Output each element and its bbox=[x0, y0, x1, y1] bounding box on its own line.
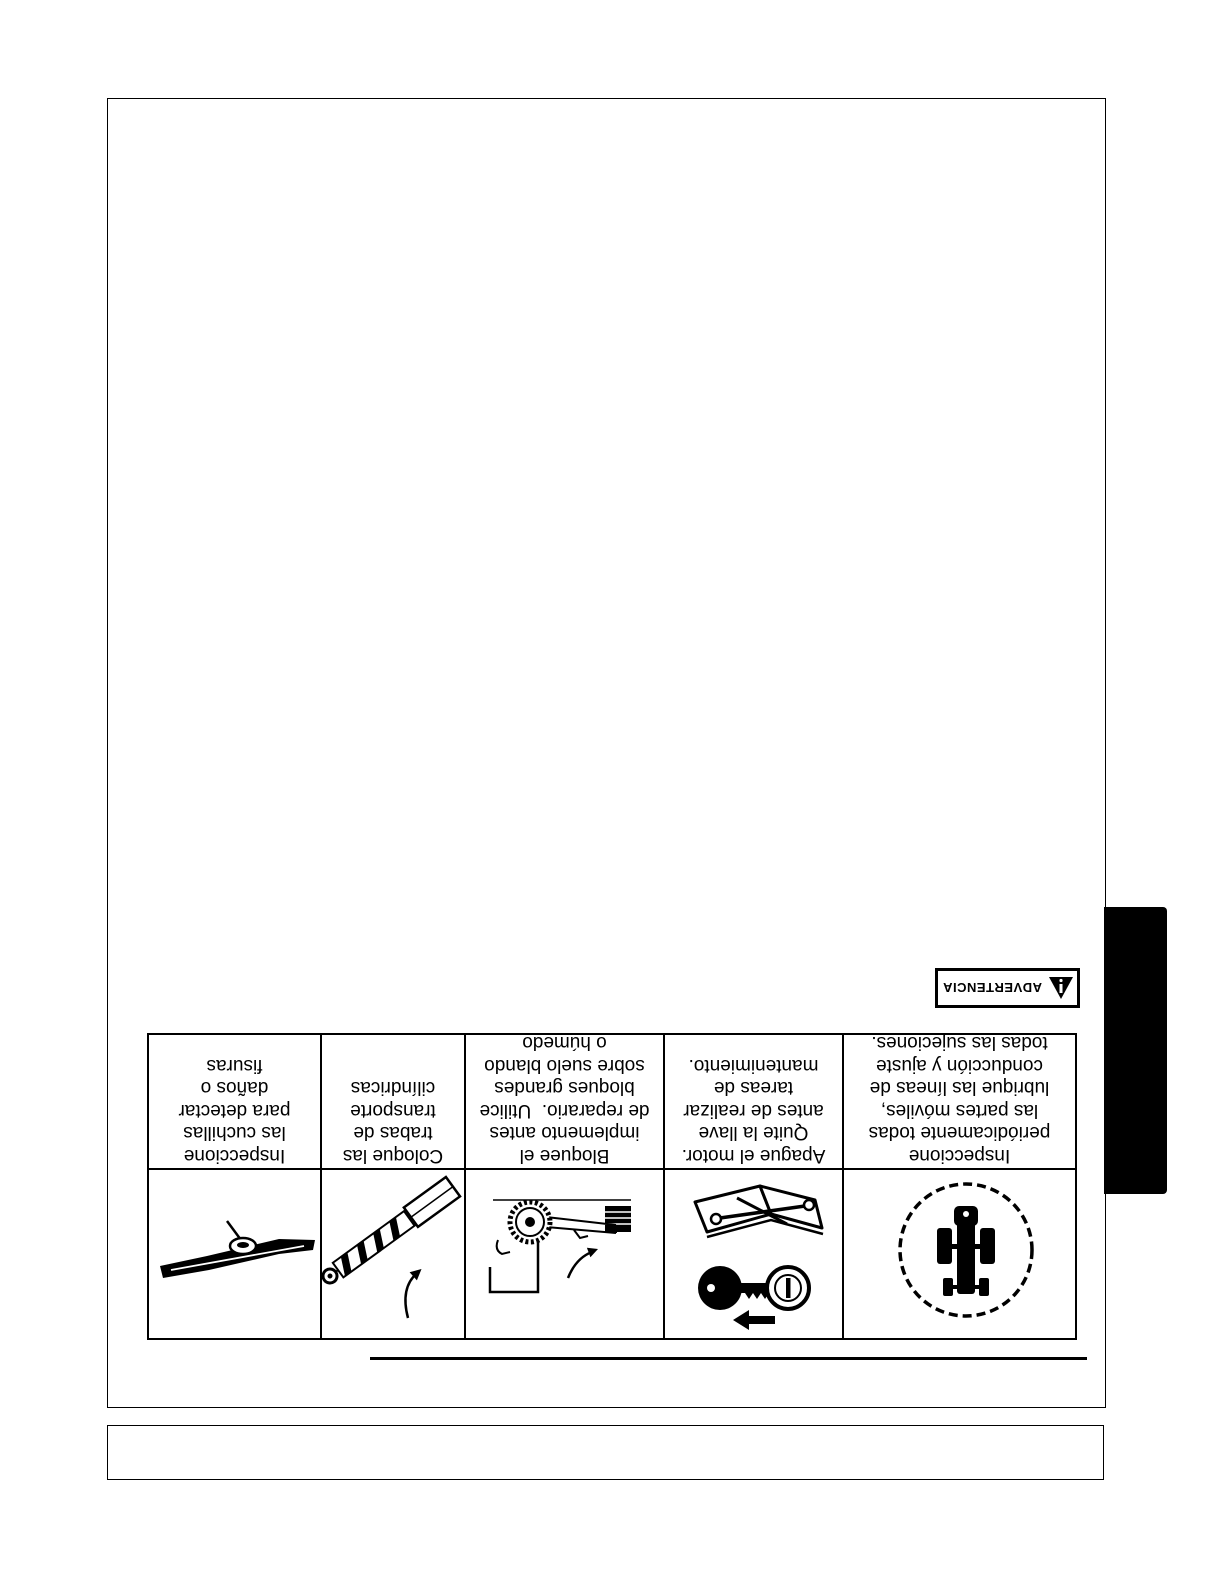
decal-text-line: sobre suelo blando bbox=[484, 1055, 645, 1076]
decal-text-line: lubrique las líneas de bbox=[869, 1077, 1050, 1099]
key-and-manual-icon bbox=[665, 1170, 842, 1338]
decal-text-line: Quite la llave bbox=[698, 1122, 809, 1144]
tractor-lubrication-icon bbox=[844, 1170, 1075, 1338]
footer-box bbox=[107, 1425, 1104, 1480]
blade-inspection-icon bbox=[149, 1170, 320, 1338]
warning-label bbox=[935, 968, 1080, 1008]
decal-text-line: trabas de bbox=[353, 1122, 433, 1144]
decal-text-line: tareas de bbox=[713, 1077, 794, 1099]
decal-text-line: o húmedo bbox=[522, 1032, 607, 1054]
decal-text-line: de reparario. Utilice bbox=[479, 1100, 650, 1121]
decal-text-line: Coloque las bbox=[342, 1145, 444, 1166]
decal-text-line: para detectar bbox=[178, 1100, 291, 1121]
decal-text-line: daños o bbox=[200, 1077, 269, 1099]
decal-image-cell bbox=[320, 1168, 464, 1338]
decal-text-line: todas las sujeciones. bbox=[871, 1032, 1048, 1054]
decal-text-line: conducción y ajuste bbox=[876, 1055, 1043, 1076]
decal-text-line: antes de realizar bbox=[683, 1100, 824, 1121]
safety-decal-table bbox=[147, 1033, 1077, 1340]
decal-image-cell bbox=[149, 1168, 320, 1338]
decal-text-block-implement bbox=[464, 1032, 663, 1168]
decal-image-cell bbox=[663, 1168, 842, 1338]
decal-text-line: cilíndricas bbox=[350, 1077, 436, 1099]
warning-triangle-icon bbox=[1048, 976, 1074, 1000]
decal-text-line: las cuchillas bbox=[183, 1122, 286, 1144]
decal-image-cell bbox=[842, 1168, 1075, 1338]
decal-text-blade-inspection bbox=[149, 1035, 320, 1168]
warning-label-text: ADVERTENCIA bbox=[942, 980, 1042, 996]
decal-text-line: periódicamente todas bbox=[868, 1122, 1051, 1144]
decal-text-transport-lock bbox=[320, 1035, 464, 1168]
transport-lock-icon bbox=[322, 1170, 464, 1338]
decal-text-line: Bloquee el bbox=[519, 1145, 610, 1166]
decal-text-line: transporte bbox=[350, 1100, 436, 1121]
decal-text-line: bloques grandes bbox=[494, 1077, 635, 1099]
section-tab bbox=[1104, 907, 1167, 1194]
decal-text-line: mantenimiento. bbox=[688, 1055, 819, 1076]
decal-text-line: fisuras bbox=[206, 1055, 263, 1076]
decal-text-line: las partes móviles, bbox=[880, 1100, 1039, 1121]
decal-text-line: implemento antes bbox=[489, 1122, 640, 1144]
block-implement-icon bbox=[466, 1170, 663, 1338]
decal-text-line: Inspeccione bbox=[183, 1145, 286, 1166]
decal-text-lubrication bbox=[842, 1032, 1075, 1168]
decal-text-line: Inspeccione bbox=[908, 1145, 1011, 1166]
decal-text-engine-off bbox=[663, 1035, 842, 1168]
decal-text-line: Apague el motor. bbox=[681, 1145, 826, 1166]
decal-image-cell bbox=[464, 1168, 663, 1338]
horizontal-rule bbox=[370, 1357, 1087, 1360]
